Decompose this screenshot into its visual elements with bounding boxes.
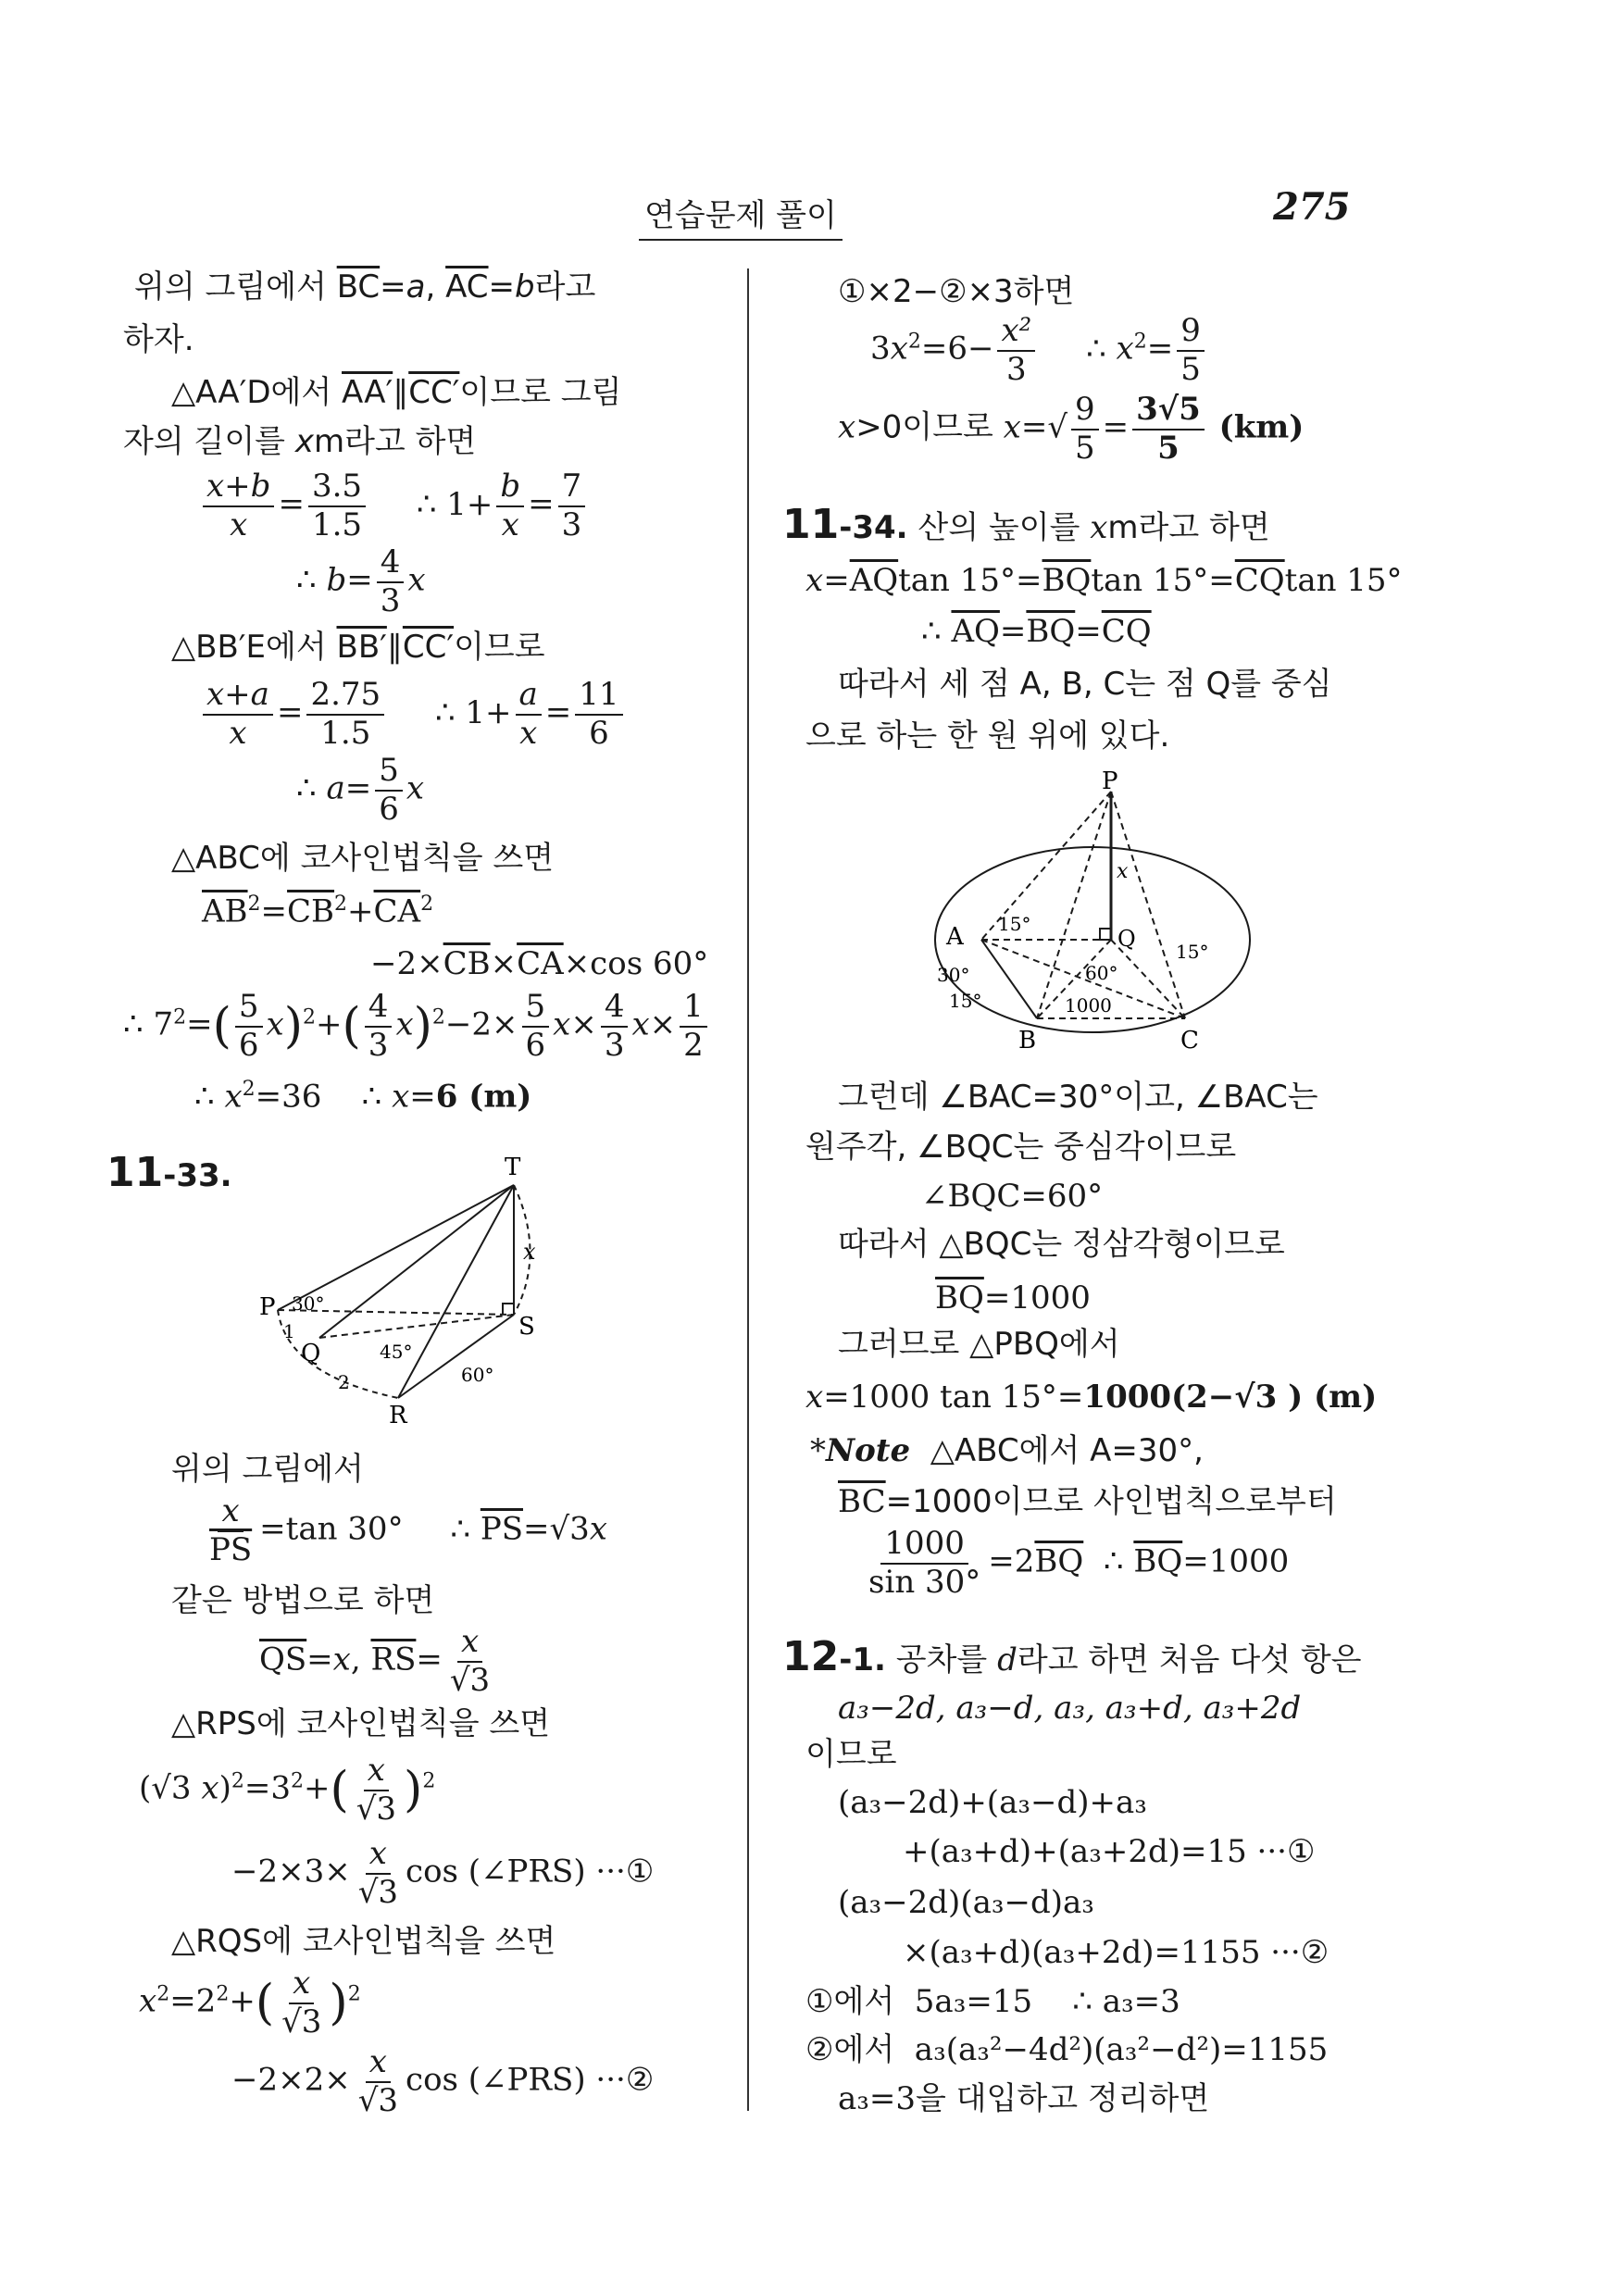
left-line-17: △RQS에 코사인법칙을 쓰면	[171, 1923, 556, 1960]
right-line-13: 그러므로 △PBQ에서	[838, 1326, 1120, 1363]
eq-sum-2: +(a₃+d)+(a₃+2d)=15 ···①	[903, 1833, 1316, 1870]
label-Q: Q	[1117, 926, 1136, 952]
left-line-14: △RPS에 코사인법칙을 쓰면	[171, 1705, 551, 1742]
label-15deg-bottom: 15°	[949, 990, 982, 1012]
problem-11-33-label: 11-33.	[106, 1149, 232, 1196]
left-line-11: 위의 그림에서	[171, 1451, 364, 1488]
eq-b: ∴ b= $\frac{4}{3}$ x	[296, 543, 426, 619]
eq-result-x: ∴ $x^2=36$ ∴ x=6 (m)	[194, 1078, 532, 1116]
eq-product-2: ×(a₃+d)(a₃+2d)=1155 ···②	[903, 1934, 1330, 1971]
eq-rps-1: (√3 $x)^2=3^2+$( $\frac{x}{√3}$ )$^2$	[139, 1752, 436, 1828]
label-60deg: 60°	[461, 1364, 494, 1386]
page-number: 275	[1273, 185, 1351, 229]
label-P: P	[259, 1293, 276, 1321]
eq-final-x: x=1000 tan 15°=1000(2−√3 ) (m)	[805, 1379, 1378, 1416]
eq-x-km: x>0이므로 x=√ $\frac{9}{5}$ = $\frac{3√5}{5}$ (km)	[838, 391, 1305, 467]
eq-product-1: (a₃−2d)(a₃−d)a₃	[838, 1884, 1094, 1921]
edge-qs	[319, 1315, 514, 1338]
label-A: A	[946, 923, 964, 951]
eq-bq-1000: $\overline{BQ}=1000$	[935, 1279, 1091, 1316]
eq-a: ∴ a= $\frac{5}{6}$ x	[296, 752, 425, 828]
edge-tp	[278, 1185, 514, 1310]
figure-cone-circle	[926, 768, 1259, 1055]
eq-bqc-60: ∠BQC=60°	[921, 1178, 1104, 1215]
label-B: B	[1018, 1027, 1037, 1054]
eq-ratio-2: $\frac{x+a}{x}$ = $\frac{2.75}{1.5}$ ∴ 1+ $\frac{a}{x}$ = $\frac{11}{6}$	[199, 679, 627, 750]
eq-aq-bq-cq: ∴ $\overline{AQ}=\overline{BQ}=\overline{CQ}$	[921, 613, 1152, 650]
right-line-6: 따라서 세 점 A, B, C는 점 Q를 중심	[838, 666, 1332, 703]
left-line-2: 하자.	[123, 321, 194, 358]
eq-sum-1: (a₃−2d)+(a₃−d)+a₃	[838, 1784, 1147, 1821]
right-line-11: 따라서 △BQC는 정삼각형이므로	[838, 1226, 1285, 1263]
eq-rps-2: −2×3× $\frac{x}{√3}$ cos (∠PRS) ···①	[231, 1835, 655, 1911]
eq-cosine-3: ∴ $7^2=$( $\frac{5}{6}$ x)$^2$+( $\frac{4}{3}$ x)$^2$−2× $\frac{5}{6}$ x× $\frac{4}{3}$ x× $\frac{1}{2}$	[123, 991, 711, 1062]
eq-3x2: $3x^2=6-$ $\frac{\text{x²}}{3}$ ∴ $x^2=$ $\frac{9}{5}$	[870, 315, 1208, 386]
right-line-8: 그런데 ∠BAC=30°이고, ∠BAC는	[838, 1079, 1318, 1116]
label-x: x	[523, 1239, 536, 1265]
running-header: 연습문제 풀이	[639, 190, 843, 241]
eq-from-2: ②에서 a₃(a₃²−4d²)(a₃²−d²)=1155	[805, 2031, 1329, 2068]
right-line-1: ①×2−②×3하면	[838, 273, 1075, 310]
left-line-12: 같은 방법으로 하면	[171, 1582, 435, 1619]
right-line-19: 이므로	[805, 1736, 897, 1773]
note-line-2: $\overline{BC}=1000$이므로 사인법칙으로부터	[838, 1483, 1337, 1520]
eq-cosine-1: $\overline{AB}^2=\overline{CB}^2+\overline{CA}^2$	[202, 892, 434, 930]
eq-rqs-2: −2×2× $\frac{x}{√3}$ cos (∠PRS) ···②	[231, 2043, 655, 2119]
label-C: C	[1180, 1027, 1199, 1054]
label-P: P	[1102, 768, 1118, 795]
edge-tr	[398, 1185, 514, 1398]
left-line-4: 자의 길이를 xm라고 하면	[123, 423, 477, 460]
edge-pb	[1037, 792, 1111, 1018]
eq-from-1: ①에서 5a₃=15 ∴ a₃=3	[805, 1983, 1180, 2020]
label-60deg: 60°	[1085, 962, 1118, 984]
label-15deg-right: 15°	[1176, 941, 1209, 963]
note-line-1: *Note △ABC에서 A=30°,	[810, 1432, 1204, 1469]
label-15deg-top: 15°	[998, 913, 1031, 935]
eq-qs-rs: $\overline{QS}=x$, $\overline{RS}=$ $\frac{x}{√3}$	[259, 1623, 491, 1699]
right-angle-mark	[503, 1304, 514, 1315]
label-1: 1	[283, 1320, 295, 1342]
eq-tan15: $x=\overline{AQ}\tan$ $15^\circ=\overline{BQ}\tan$ $15^\circ=\overline{CQ}\tan$ 15°	[805, 562, 1403, 599]
chord-ab	[981, 940, 1037, 1018]
left-line-3: △AA′D에서 AA′∥CC′이므로 그림	[171, 374, 622, 411]
problem-12-1-label: 12-1. 공차를 d라고 하면 처음 다섯 항은	[782, 1633, 1362, 1680]
eq-cosine-2: $-2\times\overline{CB}\times\overline{CA}\times\cos$ 60°	[370, 945, 709, 982]
left-line-6: △ABC에 코사인법칙을 쓰면	[171, 840, 555, 877]
eq-five-terms: a₃−2d, a₃−d, a₃, a₃+d, a₃+2d	[838, 1690, 1302, 1727]
right-line-7: 으로 하는 한 원 위에 있다.	[805, 718, 1170, 755]
edge-pc	[1111, 792, 1185, 1018]
right-line-9: 원주각, ∠BQC는 중심각이므로	[805, 1129, 1237, 1166]
left-line-5: △BB′E에서 BB′∥CC′이므로	[171, 629, 545, 666]
label-1000: 1000	[1065, 994, 1112, 1017]
label-T: T	[505, 1154, 521, 1181]
eq-sine-law: $\frac{1000}{\sin 30^\circ}$ $=2\overline{BQ}$ ∴ $\overline{BQ}=1000$	[868, 1525, 1290, 1601]
left-line-1: 위의 그림에서 $\overline{BC}=a$, $\overline{AC}=b$라고	[134, 268, 596, 306]
edge-tq	[319, 1185, 514, 1338]
label-x: x	[1117, 860, 1129, 883]
label-2: 2	[338, 1371, 350, 1393]
right-line-26: a₃=3을 대입하고 정리하면	[838, 2080, 1210, 2117]
figure-pyramid-tpqrs	[250, 1153, 565, 1430]
label-45deg: 45°	[380, 1341, 413, 1363]
label-Q: Q	[301, 1340, 321, 1367]
eq-tan30: $\frac{x}{PS}$ =tan 30° ∴ $\overline{PS}=√3x$	[209, 1492, 607, 1568]
edge-rs	[398, 1315, 514, 1398]
problem-11-34-label: 11-34. 산의 높이를 xm라고 하면	[782, 501, 1270, 548]
eq-rqs-1: $x^2=2^2+$( $\frac{x}{√3}$ )$^2$	[139, 1965, 361, 2040]
eq-ratio-1: $\frac{x+b}{x}$ = $\frac{3.5}{1.5}$ ∴ 1+ $\frac{b}{x}$ = $\frac{7}{3}$	[199, 470, 589, 542]
right-angle-mark-q	[1100, 929, 1111, 940]
label-30deg: 30°	[937, 964, 970, 986]
column-divider	[747, 268, 749, 2111]
label-30deg: 30°	[292, 1292, 325, 1315]
label-R: R	[389, 1402, 407, 1429]
label-S: S	[518, 1313, 535, 1341]
